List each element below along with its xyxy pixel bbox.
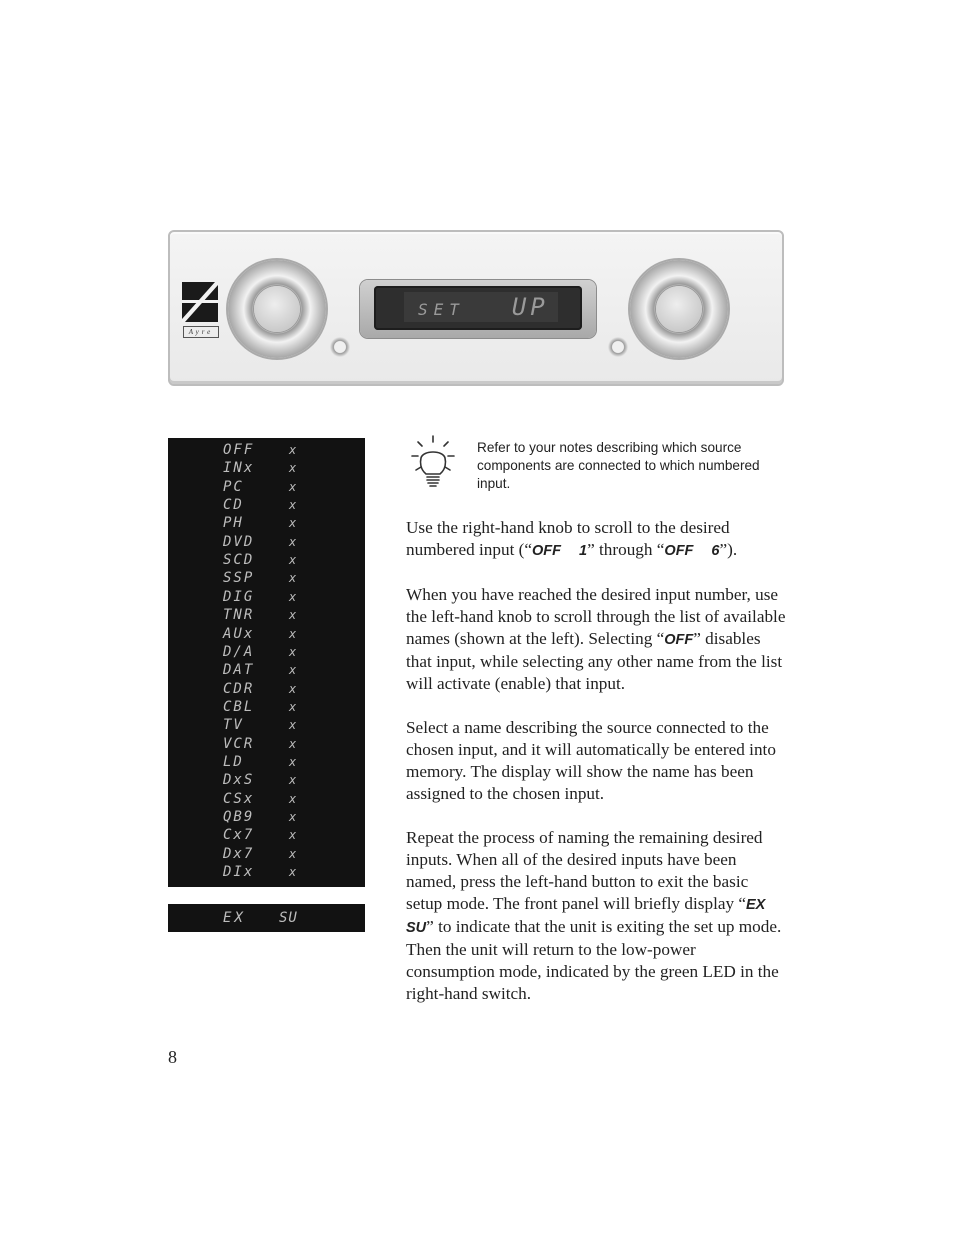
exit-display-left: EX xyxy=(223,910,246,926)
input-name: INx xyxy=(223,460,255,477)
display-bezel xyxy=(360,280,596,338)
name-list-item xyxy=(168,735,365,753)
name-list-item xyxy=(168,863,365,881)
input-number-placeholder: x xyxy=(289,791,297,806)
name-list-item xyxy=(168,514,365,532)
input-name: SCD xyxy=(223,552,255,569)
input-name: DxS xyxy=(223,772,255,789)
input-name: Dx7 xyxy=(223,845,255,862)
name-list-item xyxy=(168,496,365,514)
input-number-placeholder: x xyxy=(289,736,297,751)
input-number-placeholder: x xyxy=(289,718,297,733)
lightbulb-icon xyxy=(410,434,456,490)
input-name: DIG xyxy=(223,588,255,605)
input-name: CD xyxy=(223,497,244,514)
right-knob xyxy=(630,260,728,358)
input-number-placeholder: x xyxy=(289,589,297,604)
p2-text-a: When you have reached the desired input number, use the left-hand knob to scroll through the list of available names (shown at the left). Selecting “ xyxy=(406,585,786,648)
name-list-item xyxy=(168,808,365,826)
input-name: D/A xyxy=(223,643,255,660)
display-readout xyxy=(404,292,558,322)
name-list-item xyxy=(168,643,365,661)
available-names-list xyxy=(168,438,365,887)
input-name: QB9 xyxy=(223,809,255,825)
lcd-text: EX xyxy=(746,897,766,913)
lcd-text: 1 xyxy=(579,543,588,559)
input-name: PH xyxy=(223,515,244,532)
p1-text-b: ” through “ xyxy=(587,540,665,559)
input-number-placeholder: x xyxy=(289,681,297,696)
input-number-placeholder: x xyxy=(289,626,297,641)
input-number-placeholder: x xyxy=(289,644,297,659)
p1-text-c: ”). xyxy=(719,540,738,559)
name-list-item xyxy=(168,459,365,477)
input-name: DVD xyxy=(223,533,255,550)
name-list-item xyxy=(168,441,365,459)
lcd-text: OFF xyxy=(664,632,694,648)
left-knob-cap xyxy=(254,286,300,332)
input-name: VCR xyxy=(223,735,255,752)
instructions-body xyxy=(406,517,788,1027)
ayre-wordmark: Ayre xyxy=(183,326,219,338)
name-list-item xyxy=(168,771,365,789)
lcd-text: OFF xyxy=(664,543,694,559)
name-list-item xyxy=(168,588,365,606)
lcd-text: 6 xyxy=(711,543,720,559)
right-button xyxy=(608,337,628,357)
input-number-placeholder: x xyxy=(289,699,297,714)
input-number-placeholder: x xyxy=(289,846,297,861)
ayre-logo xyxy=(182,282,222,338)
input-name: Cx7 xyxy=(223,827,255,844)
name-list-item xyxy=(168,661,365,679)
tip-text: Refer to your notes describing which source components are connected to which numbered input. xyxy=(477,440,760,491)
input-name: DAT xyxy=(223,662,255,679)
name-list-item xyxy=(168,551,365,569)
input-number-placeholder: x xyxy=(289,663,297,678)
input-number-placeholder: x xyxy=(289,828,297,843)
input-number-placeholder: x xyxy=(289,479,297,494)
display-small-text: SET xyxy=(418,300,465,319)
p4-text-a: Repeat the process of naming the remaining desired inputs. When all of the desired inputs have been named, press the left-hand button to exit the basic setup mode. The front panel will briefly display “ xyxy=(406,828,763,913)
right-knob-cap xyxy=(656,286,702,332)
name-list-item xyxy=(168,569,365,587)
name-list-item xyxy=(168,753,365,771)
input-number-placeholder: x xyxy=(289,534,297,549)
input-number-placeholder: x xyxy=(289,810,297,824)
name-list-item xyxy=(168,790,365,808)
name-list-item xyxy=(168,716,365,734)
input-number-placeholder: x xyxy=(289,773,297,788)
left-knob xyxy=(228,260,326,358)
name-list-item xyxy=(168,826,365,844)
input-name: TV xyxy=(223,717,244,734)
input-name: CSx xyxy=(223,790,255,807)
input-name: CBL xyxy=(223,698,255,715)
p2-text-b: ” disables that input, while selecting any other name from the list will activate (enable) that input. xyxy=(406,629,783,693)
input-name: TNR xyxy=(223,607,255,624)
name-list-item xyxy=(168,845,365,863)
front-panel-illustration xyxy=(168,230,784,386)
exit-display xyxy=(168,904,365,932)
p1-text-a: Use the right-hand knob to scroll to the desired numbered input (“ xyxy=(406,518,730,559)
paragraph-1 xyxy=(406,517,788,562)
input-number-placeholder: x xyxy=(289,608,297,623)
paragraph-4 xyxy=(406,827,788,1005)
input-number-placeholder: x xyxy=(289,516,297,531)
input-number-placeholder: x xyxy=(289,553,297,568)
input-number-placeholder: x xyxy=(289,754,297,769)
page-number: 8 xyxy=(168,1047,177,1067)
input-number-placeholder: x xyxy=(289,865,297,880)
input-number-placeholder: x xyxy=(289,571,297,586)
input-number-placeholder: x xyxy=(289,461,297,476)
ayre-logo-icon xyxy=(182,282,218,322)
input-name: DIx xyxy=(223,864,255,881)
exit-display-right: SU xyxy=(279,910,298,926)
left-button xyxy=(330,337,350,357)
lcd-text: SU xyxy=(406,920,427,936)
name-list-item xyxy=(168,698,365,716)
front-display xyxy=(374,286,582,330)
input-name: OFF xyxy=(223,442,255,458)
input-name: CDR xyxy=(223,680,255,697)
name-list-item xyxy=(168,625,365,643)
input-name: PC xyxy=(223,478,244,495)
lcd-text: OFF xyxy=(532,543,562,559)
input-number-placeholder: x xyxy=(289,498,297,513)
paragraph-2 xyxy=(406,584,788,695)
display-big-text: UP xyxy=(511,293,549,321)
paragraph-3: Select a name describing the source connected to the chosen input, and it will automatically be entered into memory. The display will show the name has been assigned to the chosen input. xyxy=(406,718,776,803)
input-name: AUx xyxy=(223,625,255,642)
name-list-item xyxy=(168,680,365,698)
input-number-placeholder: x xyxy=(289,443,297,457)
name-list-item xyxy=(168,606,365,624)
p4-text-b: ” to indicate that the unit is exiting the set up mode. Then the unit will return to the low-power consumption mode, indicated by the green LED in the right-hand switch. xyxy=(406,917,782,1003)
input-name: LD xyxy=(223,753,244,770)
name-list-item xyxy=(168,478,365,496)
name-list-item xyxy=(168,533,365,551)
input-name: SSP xyxy=(223,570,255,587)
